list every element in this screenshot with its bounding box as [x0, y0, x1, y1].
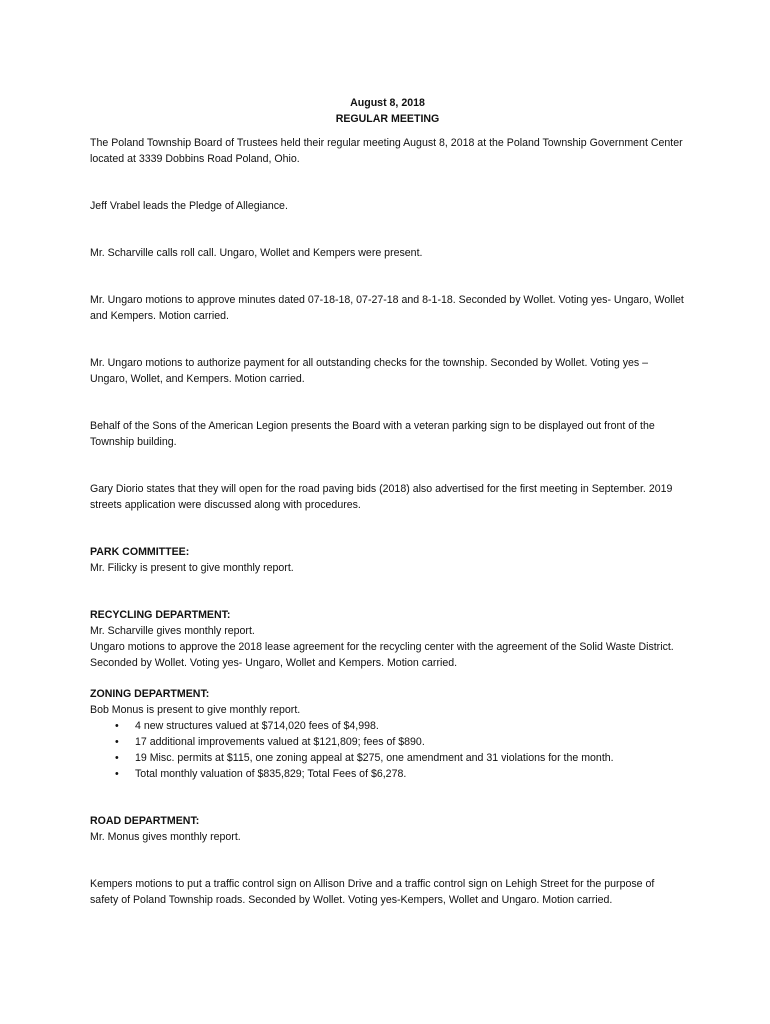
zoning-item-text: Total monthly valuation of $835,829; Total Fees of $6,278. — [135, 768, 407, 780]
intro-paragraph: The Poland Township Board of Trustees held their regular meeting August 8, 2018 at the Poland Township Government Center located at 3339 Dobbins Road Poland, Ohio. — [90, 137, 683, 165]
zoning-section — [90, 686, 685, 782]
road-department-title: ROAD DEPARTMENT: — [90, 815, 200, 827]
park-committee-section — [90, 544, 685, 576]
pledge-paragraph: Jeff Vrabel leads the Pledge of Allegiance. — [90, 200, 288, 212]
road-department-section — [90, 813, 685, 908]
bullet-icon: • — [115, 768, 119, 780]
roll-call-paragraph: Mr. Scharville calls roll call. Ungaro, Wollet and Kempers were present. — [90, 247, 423, 259]
document-header — [90, 95, 685, 127]
zoning-title: ZONING DEPARTMENT: — [90, 688, 210, 700]
bullet-icon: • — [115, 752, 119, 764]
recycling-section — [90, 607, 685, 671]
meeting-type: REGULAR MEETING — [335, 113, 440, 125]
zoning-item-text: 19 Misc. permits at $115, one zoning appeal at $275, one amendment and 31 violations for the month. — [135, 752, 614, 764]
list-item — [90, 718, 685, 734]
zoning-bullet-list — [90, 718, 685, 782]
zoning-text: Bob Monus is present to give monthly report. — [90, 704, 301, 716]
park-committee-text: Mr. Filicky is present to give monthly report. — [90, 562, 294, 574]
list-item — [90, 766, 685, 782]
road-motion-paragraph: Kempers motions to put a traffic control sign on Allison Drive and a traffic control sign on Lehigh Street for the purpose of safety of Poland Township roads. Seconded by Wollet. Voting yes-Kempers, Wollet and Ungaro. Motion carried. — [90, 878, 655, 906]
recycling-line-1: Mr. Scharville gives monthly report. — [90, 625, 255, 637]
zoning-item-text: 4 new structures valued at $714,020 fees of $4,998. — [135, 720, 379, 732]
zoning-item-text: 17 additional improvements valued at $121,809; fees of $890. — [135, 736, 425, 748]
meeting-date: August 8, 2018 — [350, 97, 425, 109]
recycling-line-2: Ungaro motions to approve the 2018 lease agreement for the recycling center with the agreement of the Solid Waste District. Seconded by Wollet. Voting yes- Ungaro, Wollet and Kempers. Motion carried. — [90, 641, 674, 669]
bullet-icon: • — [115, 720, 119, 732]
document-body — [90, 95, 685, 908]
bullet-icon: • — [115, 736, 119, 748]
payment-motion-paragraph: Mr. Ungaro motions to authorize payment for all outstanding checks for the township. Seconded by Wollet. Voting yes – Ungaro, Wollet, and Kempers. Motion carried. — [90, 357, 649, 385]
recycling-title: RECYCLING DEPARTMENT: — [90, 609, 231, 621]
list-item — [90, 750, 685, 766]
paving-paragraph: Gary Diorio states that they will open for the road paving bids (2018) also advertised for the first meeting in September. 2019 streets application were discussed along with procedures. — [90, 483, 673, 511]
list-item — [90, 734, 685, 750]
minutes-motion-paragraph: Mr. Ungaro motions to approve minutes dated 07-18-18, 07-27-18 and 8-1-18. Seconded by Wollet. Voting yes- Ungaro, Wollet and Kempers. Motion carried. — [90, 294, 684, 322]
legion-paragraph: Behalf of the Sons of the American Legion presents the Board with a veteran parking sign to be displayed out front of the Township building. — [90, 420, 655, 448]
road-department-text: Mr. Monus gives monthly report. — [90, 831, 241, 843]
park-committee-title: PARK COMMITTEE: — [90, 546, 190, 558]
